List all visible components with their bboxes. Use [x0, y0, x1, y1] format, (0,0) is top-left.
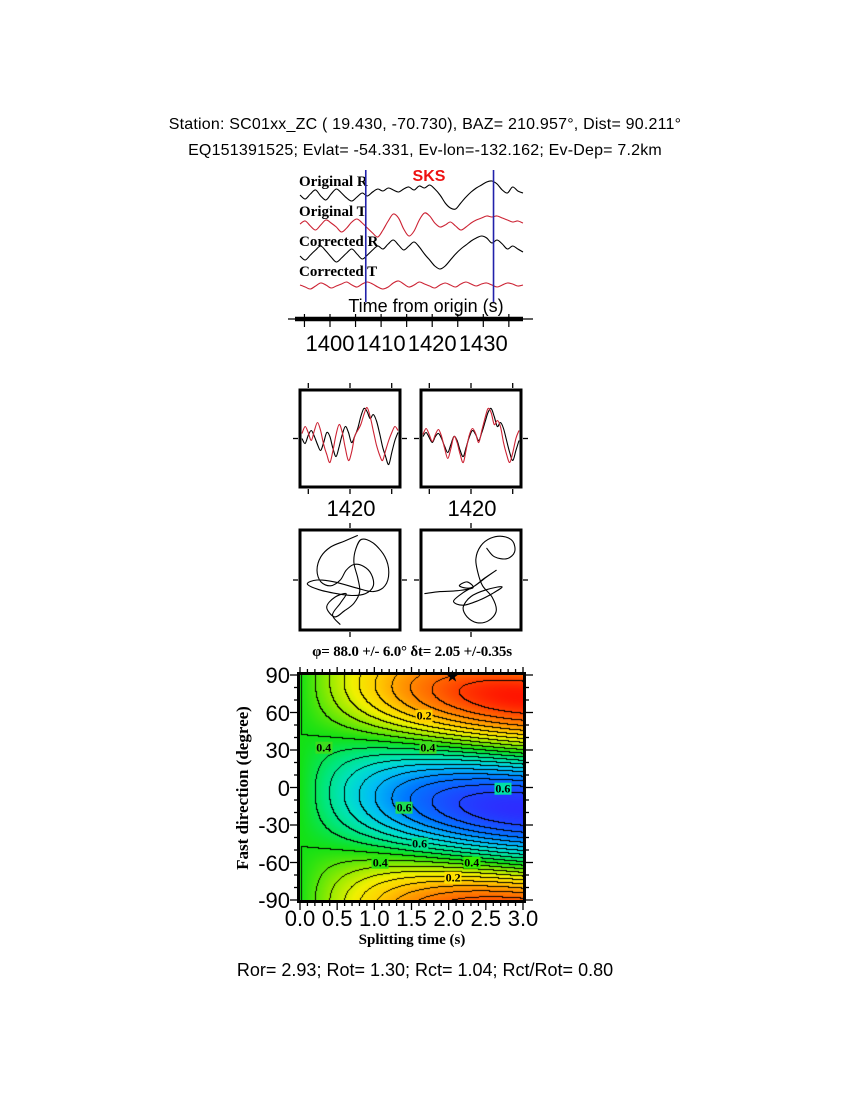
fast-direction-tick-label: 90: [265, 663, 290, 688]
figure-header: [0, 112, 850, 164]
misfit-title: φ= 88.0 +/- 6.0° δt= 2.05 +/-0.35s: [312, 644, 512, 660]
splitting-time-tick-label: 2.5: [470, 906, 502, 931]
fast-direction-tick-label: 0: [277, 775, 290, 801]
splitting-time-tick-label: 0.0: [284, 906, 316, 931]
time-tick-label: 1400: [305, 331, 355, 356]
fast-direction-tick-label: -30: [258, 813, 290, 838]
panel-frame: [421, 530, 521, 630]
phase-label: SKS: [412, 168, 446, 185]
trace-label-original-r: Original R: [299, 174, 368, 190]
contour-value-label: 0.4: [464, 855, 480, 870]
trace-label-original-t: Original T: [299, 204, 367, 220]
time-tick-label: 1410: [356, 331, 406, 356]
splitting-time-tick-label: 1.5: [396, 906, 427, 931]
station-title: Station: SC01xx_ZC ( 19.430, -70.730), BAZ= 210.957°, Dist= 90.211°: [168, 116, 682, 133]
splitting-time-tick-label: 0.5: [321, 906, 353, 931]
fast-direction-tick-label: 60: [265, 700, 290, 726]
contour-value-label: 0.2: [416, 708, 432, 723]
panel-right-tick-label: 1420: [447, 496, 497, 521]
contour-value-label: 0.4: [316, 740, 332, 755]
trace-label-corrected-t: Corrected T: [299, 264, 378, 280]
fast-direction-tick-label: 30: [265, 738, 290, 763]
fast-direction-tick-label: -90: [258, 888, 290, 913]
trace-label-corrected-r: Corrected R: [299, 234, 379, 250]
trace-corrected-t: [300, 281, 523, 289]
trace-corrected-r: [300, 236, 523, 269]
contour-value-label: 0.4: [420, 740, 436, 755]
misfit-x-axis-label: Splitting time (s): [358, 932, 466, 948]
fast-direction-tick-label: -60: [258, 850, 290, 876]
time-axis-label: Time from origin (s): [348, 296, 504, 316]
contour-value-label: 0.4: [372, 855, 388, 870]
compare-trace-fast: [423, 408, 519, 460]
comparison-panels: [285, 375, 535, 640]
time-tick-label: 1430: [458, 331, 508, 356]
splitting-time-tick-label: 3.0: [507, 906, 539, 931]
panel-left-tick-label: 1420: [326, 496, 376, 521]
stats-line: Ror= 2.93; Rot= 1.30; Rct= 1.04; Rct/Rot= 0.80: [236, 960, 614, 980]
compare-trace-slow: [302, 407, 398, 462]
contour-value-label: 0.2: [445, 870, 461, 885]
particle-motion-curve: [424, 536, 515, 623]
compare-trace-slow: [423, 408, 519, 462]
trace-original-r: [300, 181, 523, 209]
contour-value-label: 0.6: [495, 781, 511, 796]
trace-original-t: [300, 213, 523, 237]
contour-value-label: 0.6: [396, 800, 412, 815]
time-tick-label: 1420: [407, 331, 457, 356]
splitting-time-tick-label: 1.0: [359, 906, 390, 931]
contour-value-label: 0.6: [412, 836, 428, 851]
particle-motion-curve: [307, 535, 389, 624]
splitting-time-tick-label: 2.0: [433, 906, 464, 931]
event-title: EQ151391525; Evlat= -54.331, Ev-lon=-132.162; Ev-Dep= 7.2km: [188, 142, 662, 159]
misfit-y-axis-label: Fast direction (degree): [233, 706, 252, 870]
best-fit-star-icon: ★: [445, 667, 460, 685]
